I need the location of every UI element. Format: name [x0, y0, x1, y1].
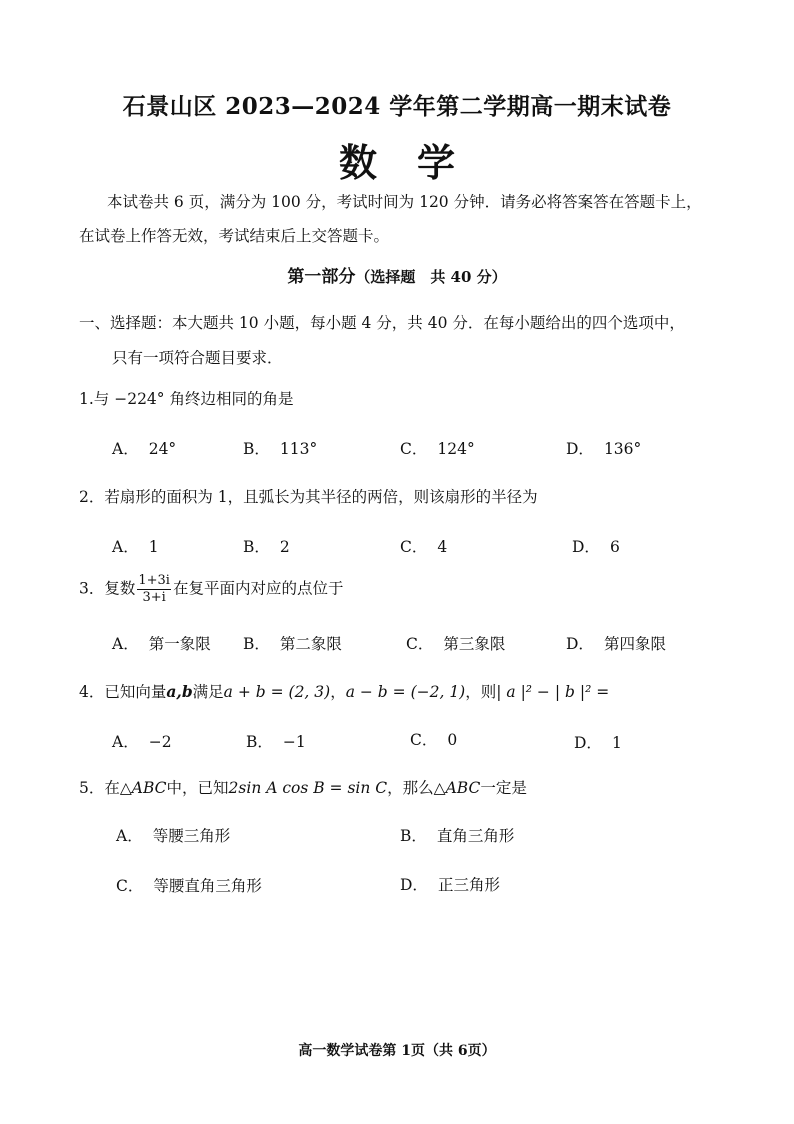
- option-letter: C．: [400, 440, 428, 458]
- option-text: 第四象限: [603, 635, 666, 653]
- q3-prefix: 3．复数: [79, 579, 136, 598]
- option-text: 等腰三角形: [152, 827, 231, 845]
- q5-equation: 2sin A cos B = sin C: [228, 779, 388, 797]
- option-text: 等腰直角三角形: [153, 877, 262, 895]
- section-heading: [0, 262, 794, 287]
- option-letter: D．: [566, 440, 594, 458]
- q3-suffix: 在复平面内对应的点位于: [172, 579, 344, 598]
- question-2-stem: 2．若扇形的面积为 1，且弧长为其半径的两倍，则该扇形的半径为: [79, 488, 538, 506]
- option-letter: B．: [246, 733, 273, 751]
- q4-mid1: 满足: [192, 683, 224, 701]
- option-text: 4: [437, 538, 448, 556]
- option-text: −2: [148, 733, 172, 751]
- q3-fraction: [137, 573, 171, 606]
- q2-option-b: [243, 535, 290, 557]
- option-letter: A．: [112, 440, 139, 458]
- option-letter: B．: [243, 635, 270, 653]
- q5-option-d: [400, 873, 500, 895]
- option-letter: D．: [572, 538, 600, 556]
- subject-title: 数学: [338, 140, 495, 185]
- q4-equation-1: a + b = (2, 3): [223, 683, 331, 701]
- option-letter: D．: [566, 635, 594, 653]
- option-letter: C．: [410, 731, 438, 749]
- option-text: 第二象限: [279, 635, 342, 653]
- q5-option-b: [400, 824, 514, 846]
- exam-title: 石景山区 2023—2024 学年第二学期高一期末试卷: [122, 93, 672, 120]
- q5-mid2: ，那么△: [387, 779, 446, 797]
- option-text: 124°: [437, 440, 475, 458]
- option-text: 6: [609, 538, 620, 556]
- option-letter: D．: [574, 734, 602, 752]
- option-letter: C．: [400, 538, 428, 556]
- option-letter: C．: [406, 635, 434, 653]
- q4-option-d: [574, 731, 622, 753]
- question-1-stem: 1.与 −224° 角终边相同的角是: [79, 390, 294, 408]
- intro-line-1: 本试卷共 6 页，满分为 100 分，考试时间为 120 分钟．请务必将答案答在答题卡上，: [107, 193, 702, 211]
- q4-vectors: a,b: [166, 682, 193, 701]
- option-letter: A．: [112, 538, 139, 556]
- q3-option-a: [112, 632, 211, 654]
- option-letter: B．: [400, 827, 427, 845]
- q4-prefix: 4．已知向量: [79, 683, 167, 701]
- section-title: 第一部分: [287, 267, 356, 287]
- option-text: 直角三角形: [436, 827, 515, 845]
- section-note: （选择题 共 40 分）: [355, 268, 507, 286]
- q4-equation-2: a − b = (−2, 1): [345, 683, 466, 701]
- q4-option-c: [410, 728, 457, 750]
- option-letter: B．: [243, 440, 270, 458]
- option-text: 第三象限: [443, 635, 506, 653]
- option-text: 1: [611, 734, 622, 752]
- q5-option-c: [116, 874, 262, 896]
- option-letter: A．: [112, 733, 139, 751]
- instructions-line-2: 只有一项符合题目要求．: [112, 349, 283, 367]
- q5-suffix: 一定是: [480, 779, 527, 797]
- q3-option-b: [243, 632, 342, 654]
- q4-mid2: ，则: [465, 683, 497, 701]
- q5-prefix: 5．在△: [79, 779, 132, 797]
- option-text: 24°: [148, 440, 177, 458]
- q2-option-a: [112, 535, 159, 557]
- option-text: 113°: [279, 440, 318, 458]
- option-text: 第一象限: [148, 635, 211, 653]
- q5-triangle-2: ABC: [445, 779, 481, 797]
- option-letter: A．: [112, 635, 139, 653]
- option-text: 2: [279, 538, 290, 556]
- q4-expression: | a |² − | b |² =: [496, 683, 610, 701]
- q5-mid1: 中，已知: [166, 779, 229, 797]
- option-text: 1: [148, 538, 159, 556]
- option-letter: C．: [116, 877, 144, 895]
- option-text: 0: [447, 731, 458, 749]
- q5-option-a: [116, 824, 230, 846]
- q5-triangle-1: ABC: [131, 779, 167, 797]
- q4-option-b: [246, 730, 306, 752]
- intro-line-2: 在试卷上作答无效，考试结束后上交答题卡。: [79, 227, 390, 245]
- q1-option-d: [566, 437, 641, 459]
- option-letter: A．: [116, 827, 143, 845]
- question-4-stem: [79, 680, 609, 702]
- page-footer: 高一数学试卷第 1页（共 6页）: [298, 1043, 496, 1059]
- q1-option-b: [243, 437, 317, 459]
- q2-option-d: [572, 535, 620, 557]
- option-text: 正三角形: [437, 876, 500, 894]
- q2-option-c: [400, 535, 447, 557]
- option-text: −1: [282, 733, 306, 751]
- q3-option-c: [406, 632, 505, 654]
- option-text: 136°: [603, 440, 642, 458]
- q1-option-c: [400, 437, 475, 459]
- q4-sep: ，: [330, 683, 346, 701]
- q3-option-d: [566, 632, 666, 654]
- option-letter: B．: [243, 538, 270, 556]
- question-5-stem: [79, 776, 527, 798]
- q3-fraction-denominator: 3+i: [142, 590, 166, 605]
- q4-option-a: [112, 730, 172, 752]
- q3-fraction-numerator: 1+3i: [138, 573, 170, 588]
- q1-option-a: [112, 437, 176, 459]
- option-letter: D．: [400, 876, 428, 894]
- question-3-stem: [79, 573, 343, 606]
- instructions-line-1: 一、选择题：本大题共 10 小题，每小题 4 分，共 40 分．在每小题给出的四个选项中，: [79, 314, 685, 332]
